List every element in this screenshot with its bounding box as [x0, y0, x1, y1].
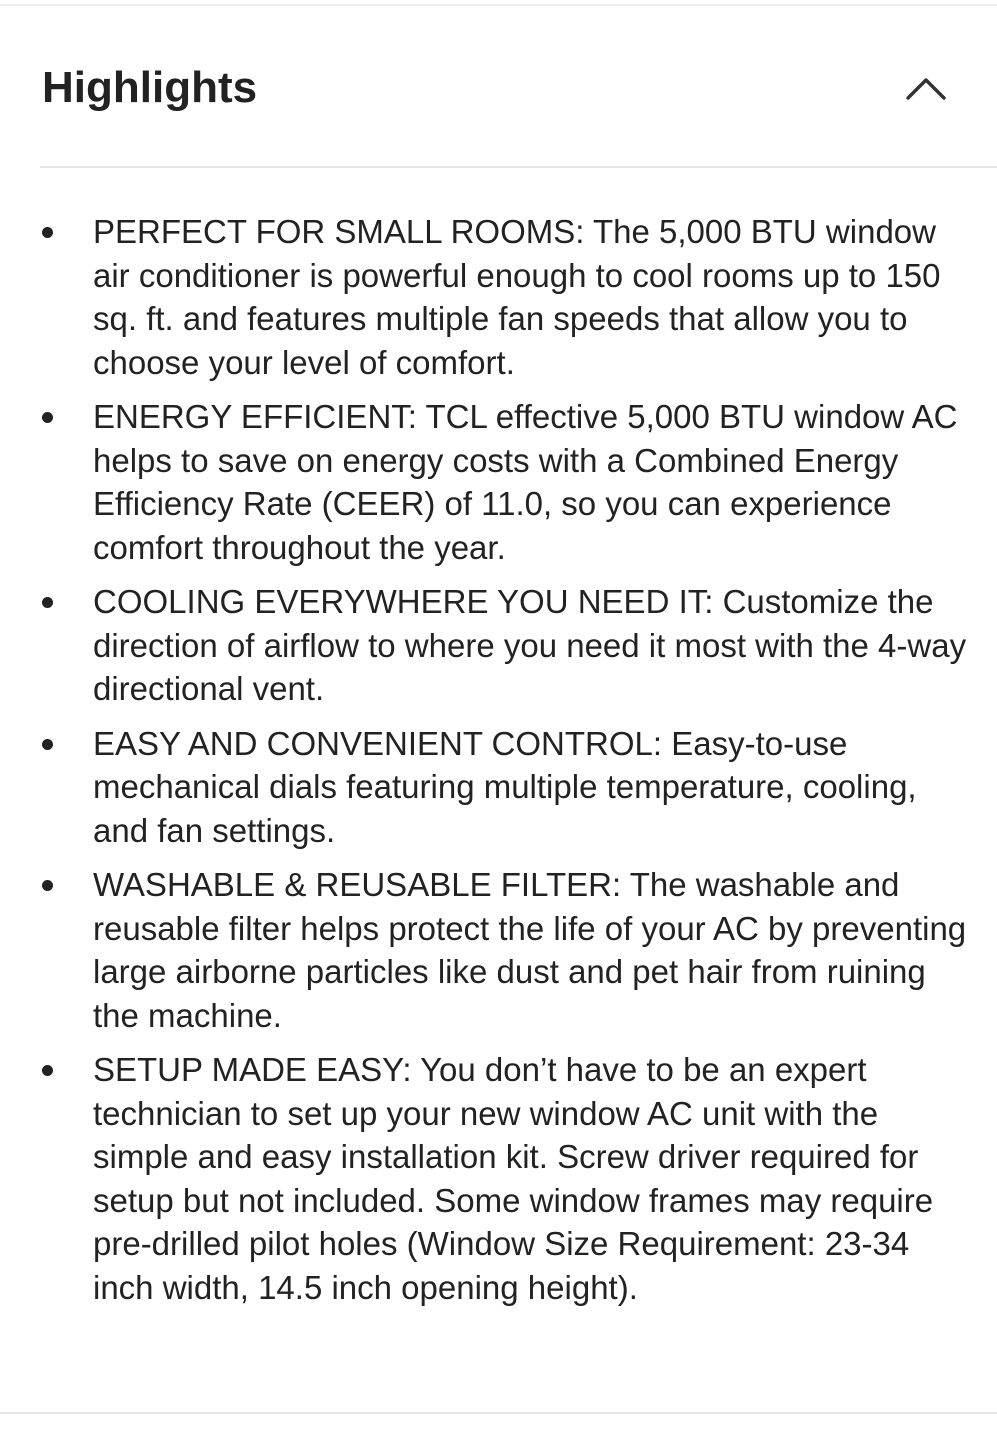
- bottom-divider: [0, 1412, 997, 1414]
- highlight-text: COOLING EVERYWHERE YOU NEED IT: Customize the direction of airflow to where you need it most with the 4-way directional vent.: [93, 583, 967, 707]
- highlight-text: PERFECT FOR SMALL ROOMS: The 5,000 BTU window air conditioner is powerful enough to cool rooms up to 150 sq. ft. and features multiple fan speeds that allow you to choose your level of comfort.: [93, 213, 941, 381]
- list-item: [0, 580, 997, 711]
- bullet-dot: [42, 597, 53, 608]
- highlight-text: EASY AND CONVENIENT CONTROL: Easy-to-use mechanical dials featuring multiple temperature, cooling, and fan settings.: [93, 724, 917, 849]
- highlights-header[interactable]: [0, 0, 997, 168]
- highlight-text: WASHABLE & REUSABLE FILTER: The washable and reusable filter helps protect the life of your AC by preventing large airborne particles like dust and pet hair from ruining the machine.: [93, 866, 967, 1034]
- list-item: [0, 1048, 997, 1309]
- highlights-list: [0, 210, 997, 1320]
- bullet-dot: [42, 739, 53, 750]
- highlight-text: SETUP MADE EASY: You don’t have to be an expert technician to set up your new window AC unit with the simple and easy installation kit. Screw driver required for setup but not included. Some window frames may require pre-drilled pilot holes (Window Size Requirement: 23-34 inch width, 14.5 inch opening height).: [93, 1051, 934, 1306]
- collapse-toggle-button[interactable]: [896, 62, 956, 114]
- highlight-text: ENERGY EFFICIENT: TCL effective 5,000 BTU window AC helps to save on energy costs with a Combined Energy Efficiency Rate (CEER) of 11.0, so you can experience comfort throughout the year.: [93, 398, 958, 566]
- list-item: [0, 863, 997, 1037]
- bullet-dot: [42, 1065, 53, 1076]
- header-divider: [40, 166, 997, 168]
- list-item: [0, 210, 997, 384]
- list-item: [0, 395, 997, 569]
- bullet-dot: [42, 227, 53, 238]
- chevron-up-icon: [904, 72, 948, 102]
- bullet-dot: [42, 880, 53, 891]
- bullet-dot: [42, 412, 53, 423]
- section-title: Highlights: [42, 63, 258, 112]
- list-item: [0, 722, 997, 853]
